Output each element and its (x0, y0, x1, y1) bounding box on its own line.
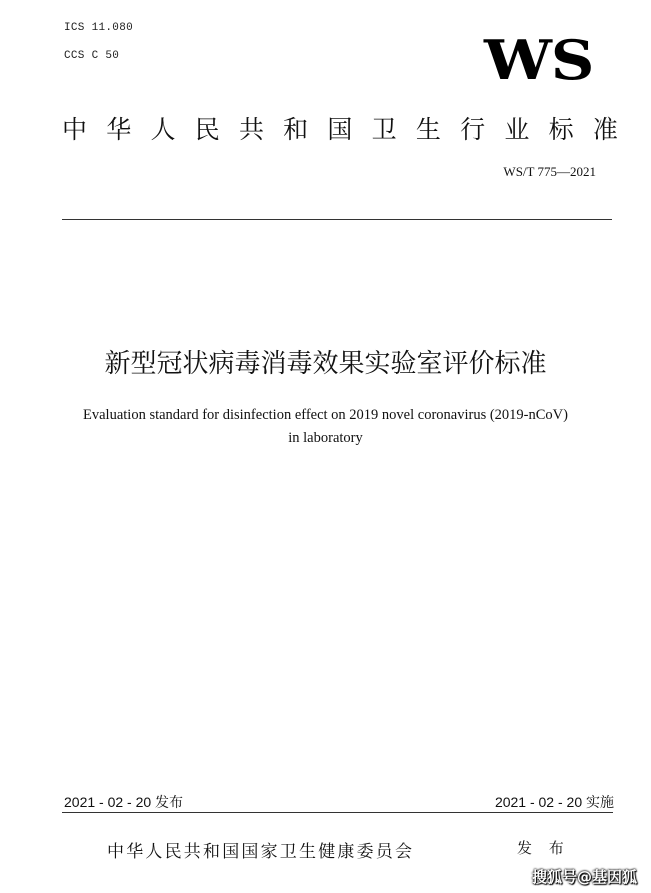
industry-title-char: 行 (460, 115, 486, 144)
top-divider (62, 219, 612, 220)
standard-number: WS/T 775—2021 (503, 164, 596, 179)
industry-title-char: 国 (327, 115, 353, 144)
chinese-title: 新型冠状病毒消毒效果实验室评价标准 (104, 349, 547, 379)
industry-title-char: 民 (194, 115, 220, 144)
industry-title-char: 人 (150, 115, 176, 144)
industry-title-char: 业 (504, 115, 530, 144)
industry-title-char: 中 (62, 115, 88, 144)
ws-logo: WS (484, 28, 594, 92)
industry-title-char: 标 (548, 115, 574, 144)
publish-date: 2021 - 02 - 20 发布 (64, 794, 184, 810)
sohu-watermark: 搜狐号@基因狐 (531, 868, 637, 886)
bottom-divider (62, 812, 613, 813)
english-title-line2: in laboratory (288, 430, 363, 446)
industry-standard-title (62, 108, 618, 148)
industry-title-char: 生 (415, 115, 441, 144)
issue-label: 发 布 (517, 839, 570, 857)
implementation-date: 2021 - 02 - 20 实施 (494, 794, 614, 810)
ccs-code: CCS C 50 (64, 50, 120, 62)
industry-title-char: 准 (592, 115, 618, 144)
issuing-authority: 中华人民共和国国家卫生健康委员会 (107, 842, 415, 862)
industry-title-char: 卫 (371, 115, 397, 144)
industry-title-char: 华 (106, 115, 132, 144)
english-title-line1: Evaluation standard for disinfection effect on 2019 novel coronavirus (2019-nCoV) (83, 407, 568, 423)
ics-code: ICS 11.080 (64, 22, 134, 34)
industry-title-char: 和 (283, 115, 309, 144)
industry-title-char: 共 (238, 115, 264, 144)
